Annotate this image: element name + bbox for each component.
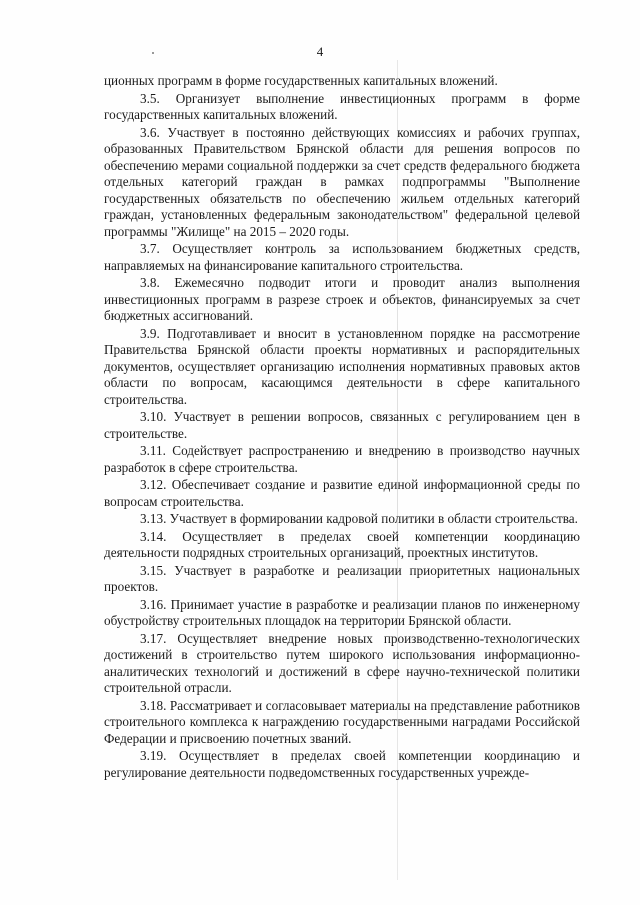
- paragraph-3-6: 3.6. Участвует в постоянно действующих комиссиях и рабочих группах, образованных Правительством Брянской области для решения вопросов по обеспечению мерами социальной поддержки за счет средств федерального бюджета отдельных категорий граждан в рамках подпрограммы "Выполнение государственных обязательств по обеспечению жильем отдельных категорий граждан, установленных федеральным законодательством" федеральной целевой программы "Жилище" на 2015 – 2020 годы.: [104, 124, 580, 239]
- paragraph-3-19: 3.19. Осуществляет в пределах своей компетенции координацию и регулирование деятельности подведомственных государственных учрежде-: [104, 748, 580, 780]
- paragraph-3-7: 3.7. Осуществляет контроль за использованием бюджетных средств, направляемых на финансирование капитального строительства.: [104, 241, 580, 273]
- paragraph-3-9: 3.9. Подготавливает и вносит в установленном порядке на рассмотрение Правительства Брянской области проекты нормативных и распорядительных документов, осуществляет организацию исполнения нормативных правовых актов области по вопросам, касающимся деятельности в сфере капитального строительства.: [104, 325, 580, 407]
- paragraph-3-14: 3.14. Осуществляет в пределах своей компетенции координацию деятельности подрядных строительных организаций, проектных институтов.: [104, 528, 580, 560]
- paragraph-continuation: ционных программ в форме государственных капитальных вложений.: [104, 73, 498, 88]
- paragraph-3-10: 3.10. Участвует в решении вопросов, связанных с регулированием цен в строительстве.: [104, 409, 580, 441]
- paragraph-3-5: 3.5. Организует выполнение инвестиционных программ в форме государственных капитальных вложений.: [104, 90, 580, 122]
- paragraph-3-13: 3.13. Участвует в формировании кадровой политики в области строительства.: [140, 511, 578, 526]
- paragraph-3-11: 3.11. Содействует распространению и внедрению в производство научных разработок в сфере строительства.: [104, 443, 580, 475]
- paragraph-3-8: 3.8. Ежемесячно подводит итоги и проводит анализ выполнения инвестиционных программ в разрезе строек и объектов, финансируемых за счет бюджетных ассигнований.: [104, 275, 580, 323]
- paragraph-3-17: 3.17. Осуществляет внедрение новых производственно-технологических достижений в строительство путем широкого использования информационно-аналитических технологий и достижений в сфере научно-технической политики строительной отрасли.: [104, 630, 580, 695]
- paragraph-3-18: 3.18. Рассматривает и согласовывает материалы на представление работников строительного комплекса к награждению государственными наградами Российской Федерации и присвоению почетных званий.: [104, 697, 580, 746]
- paragraph-3-12: 3.12. Обеспечивает создание и развитие единой информационной среды по вопросам строительства.: [104, 477, 580, 509]
- page-number: 4: [316, 44, 324, 59]
- paragraph-3-16: 3.16. Принимает участие в разработке и реализации планов по инженерному обустройству строительных площадок на территории Брянской области.: [104, 596, 580, 628]
- document-body: [104, 73, 580, 782]
- paragraph-3-15: 3.15. Участвует в разработке и реализации приоритетных национальных проектов.: [104, 562, 580, 594]
